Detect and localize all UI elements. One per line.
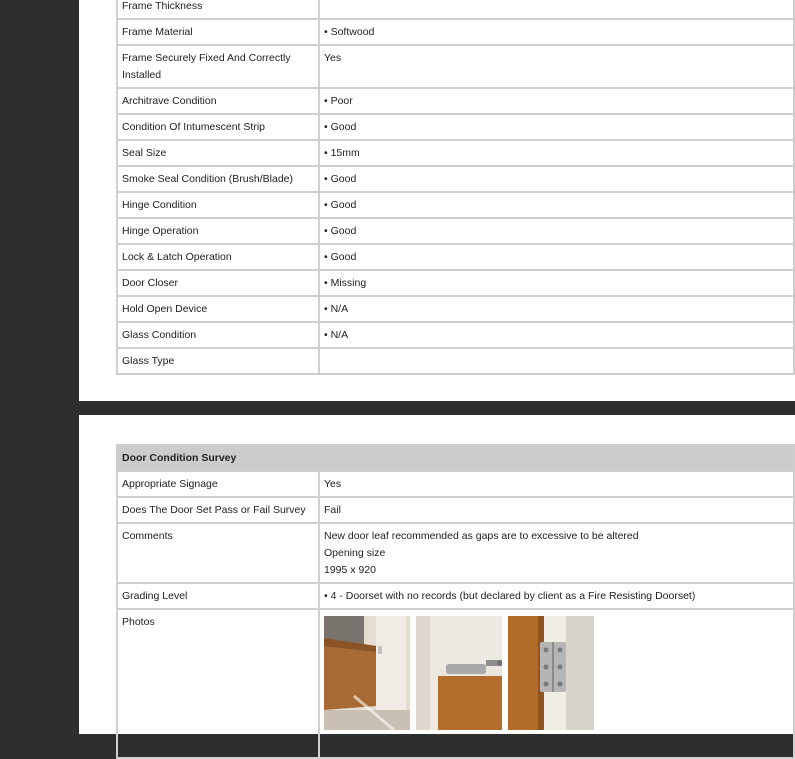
row-label: Condition Of Intumescent Strip	[118, 115, 320, 141]
row-value: • Good	[320, 193, 795, 219]
row-label: Lock & Latch Operation	[118, 245, 320, 271]
row-label: Comments	[118, 524, 320, 584]
table-row	[118, 219, 795, 245]
table-row	[118, 167, 795, 193]
row-value	[320, 0, 795, 20]
comment-line: 1995 x 920	[324, 564, 376, 576]
table-row	[118, 610, 795, 759]
table-row	[118, 349, 795, 375]
row-value: • 15mm	[320, 141, 795, 167]
row-label: Photos	[118, 610, 320, 759]
row-label: Smoke Seal Condition (Brush/Blade)	[118, 167, 320, 193]
row-label: Frame Securely Fixed And Correctly Installed	[118, 46, 320, 89]
row-label: Frame Material	[118, 20, 320, 46]
row-value	[320, 349, 795, 375]
hinge-photo[interactable]	[508, 616, 594, 730]
row-value: • N/A	[320, 297, 795, 323]
report-page-1	[79, 0, 795, 401]
table-row	[118, 498, 795, 524]
row-label: Seal Size	[118, 141, 320, 167]
row-value: • Good	[320, 245, 795, 271]
row-label: Door Closer	[118, 271, 320, 297]
row-label: Appropriate Signage	[118, 472, 320, 498]
table-row	[118, 193, 795, 219]
row-value: • Good	[320, 219, 795, 245]
comment-line: Opening size	[324, 547, 386, 559]
comment-line: New door leaf recommended as gaps are to excessive to be altered	[324, 530, 639, 542]
table-row	[118, 20, 795, 46]
row-label: Hinge Condition	[118, 193, 320, 219]
row-value: • 4 - Doorset with no records (but declared by client as a Fire Resisting Doorset)	[320, 584, 795, 610]
table-row	[118, 89, 795, 115]
row-value: • Softwood	[320, 20, 795, 46]
row-value: • Missing	[320, 271, 795, 297]
row-value: • Good	[320, 167, 795, 193]
row-label: Does The Door Set Pass or Fail Survey	[118, 498, 320, 524]
row-value: Yes	[320, 472, 795, 498]
row-value: • Poor	[320, 89, 795, 115]
table-row	[118, 245, 795, 271]
frame-details-table	[116, 0, 795, 375]
row-label: Frame Thickness	[118, 0, 320, 20]
door-closer-photo[interactable]	[416, 616, 502, 730]
table-row	[118, 271, 795, 297]
photos-cell	[320, 610, 795, 759]
table-row	[118, 297, 795, 323]
section-header-row	[118, 444, 795, 472]
table-row	[118, 524, 795, 584]
table-row	[118, 584, 795, 610]
row-value: • N/A	[320, 323, 795, 349]
table-row	[118, 115, 795, 141]
report-page-2	[79, 415, 795, 734]
row-value: Fail	[320, 498, 795, 524]
section-title: Door Condition Survey	[118, 444, 795, 472]
row-value: • Good	[320, 115, 795, 141]
table-row	[118, 323, 795, 349]
table-row	[118, 46, 795, 89]
table-row	[118, 141, 795, 167]
door-condition-survey-table	[116, 444, 795, 759]
row-label: Grading Level	[118, 584, 320, 610]
row-label: Glass Type	[118, 349, 320, 375]
row-value: Yes	[320, 46, 795, 89]
row-label: Architrave Condition	[118, 89, 320, 115]
row-label: Hinge Operation	[118, 219, 320, 245]
row-label: Glass Condition	[118, 323, 320, 349]
row-label: Hold Open Device	[118, 297, 320, 323]
table-row	[118, 472, 795, 498]
table-row	[118, 0, 795, 20]
comments-value	[320, 524, 795, 584]
door-edge-photo[interactable]	[324, 616, 410, 730]
